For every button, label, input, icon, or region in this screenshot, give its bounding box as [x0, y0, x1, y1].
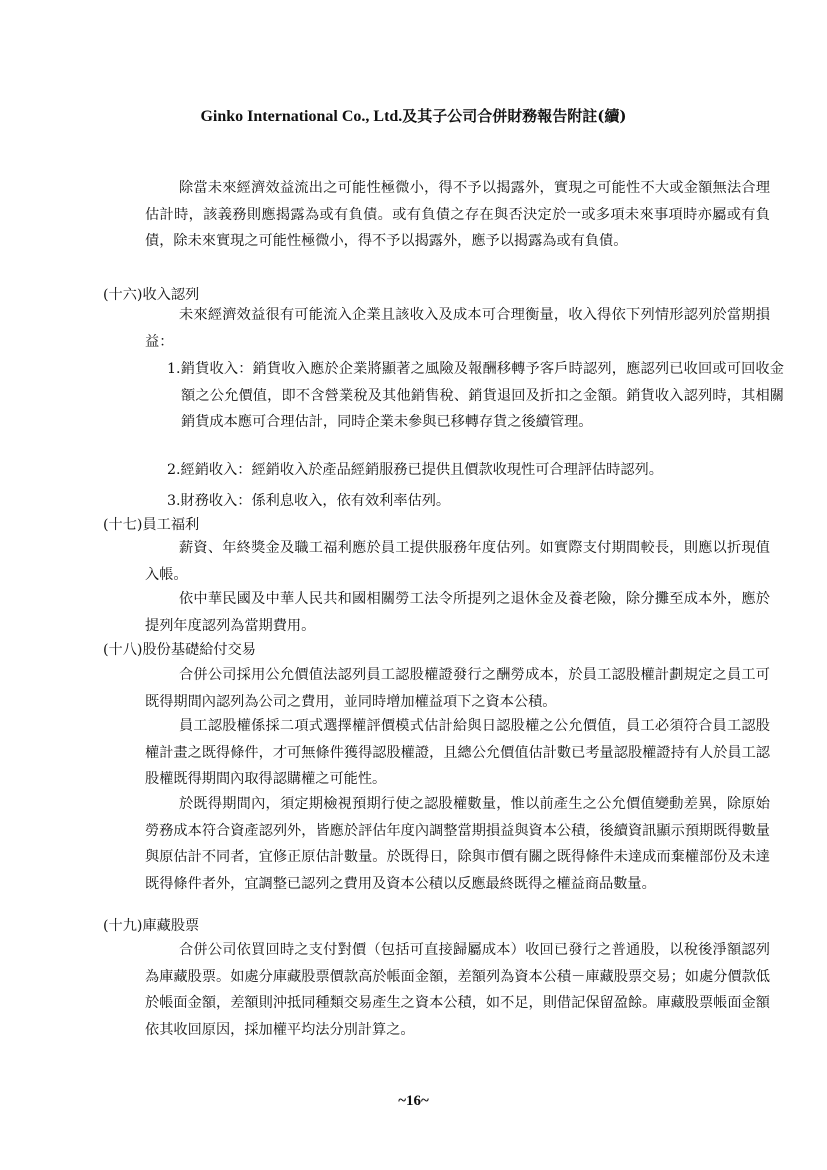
company-name-en: Ginko International Co., Ltd. — [200, 108, 403, 125]
section-paragraph: 薪資、年終獎金及職工福利應於員工提供服務年度估列。如實際支付期間較長，則應以折現值入帳。 — [145, 540, 770, 583]
list-item-sales-revenue: 1.銷貨收入：銷貨收入應於企業將顯著之風險及報酬移轉予客戶時認列，應認列已收回或可回收金額之公允價值，即不含營業稅及其他銷售稅、銷貨退回及折扣之金額。銷貨收入認列時，其相關銷貨成本應可合理估計，同時企業未參與已移轉存貨之後續管理。 — [167, 361, 784, 431]
list-item-distribution-revenue: 2.經銷收入：經銷收入於產品經銷服務已提供且價款收現性可合理評估時認列。 — [167, 462, 663, 478]
section-paragraph: 於既得期間內，須定期檢視預期行使之認股權數量，惟以前產生之公允價值變動差異，除原始勞務成本符合資產認列外，皆應於評估年度內調整當期損益與資本公積，後續資訊顯示預期既得數量與原估計不同者，宜修正原估計數量。於既得日，除與市價有關之既得條件未達成而棄權部份及未達既得條件者外，宜調整已認列之費用及資本公積以反應最終既得之權益商品數量。 — [145, 796, 770, 892]
section-heading-revenue: (十六)收入認列 — [103, 287, 200, 303]
list-item-financial-revenue: 3.財務收入：係利息收入，依有效利率估列。 — [167, 493, 451, 509]
intro-paragraph: 除當未來經濟效益流出之可能性極微小，得不予以揭露外，實現之可能性不大或金額無法合理估計時，該義務則應揭露為或有負債。或有負債之存在與否決定於一或多項未來事項時亦屬或有負債，除未來實現之可能性極微小，得不予以揭露外，應予以揭露為或有負債。 — [145, 180, 770, 250]
report-title: 及其子公司合併財務報告附註(續) — [402, 107, 627, 125]
section-paragraph: 合併公司採用公允價值法認列員工認股權證發行之酬勞成本，於員工認股權計劃規定之員工可既得期間內認列為公司之費用，並同時增加權益項下之資本公積。 — [145, 667, 770, 710]
section-heading-employee-benefits: (十七)員工福利 — [103, 517, 200, 533]
section-paragraph: 合併公司依買回時之支付對價（包括可直接歸屬成本）收回已發行之普通股，以稅後淨額認列為庫藏股票。如處分庫藏股票價款高於帳面金額，差額列為資本公積－庫藏股票交易；如處分價款低於帳面金額，差額則沖抵同種類交易產生之資本公積，如不足，則借記保留盈餘。庫藏股票帳面金額依其收回原因，採加權平均法分別計算之。 — [145, 942, 770, 1038]
section-paragraph: 依中華民國及中華人民共和國相關勞工法令所提列之退休金及養老險，除分攤至成本外，應於提列年度認列為當期費用。 — [145, 591, 770, 634]
section-heading-treasury-stock: (十九)庫藏股票 — [103, 918, 200, 934]
section-paragraph: 未來經濟效益很有可能流入企業且該收入及成本可合理衡量，收入得依下列情形認列於當期損益： — [145, 307, 770, 350]
page-number: ~16~ — [398, 1093, 429, 1109]
page-header — [0, 106, 827, 127]
section-heading-share-based-payment: (十八)股份基礎給付交易 — [103, 642, 256, 658]
section-paragraph: 員工認股權係採二項式選擇權評價模式估計給與日認股權之公允價值，員工必須符合員工認股權計畫之既得條件，才可無條件獲得認股權證，且總公允價值估計數已考量認股權證持有人於員工認股權既得期間內取得認購權之可能性。 — [145, 718, 770, 788]
